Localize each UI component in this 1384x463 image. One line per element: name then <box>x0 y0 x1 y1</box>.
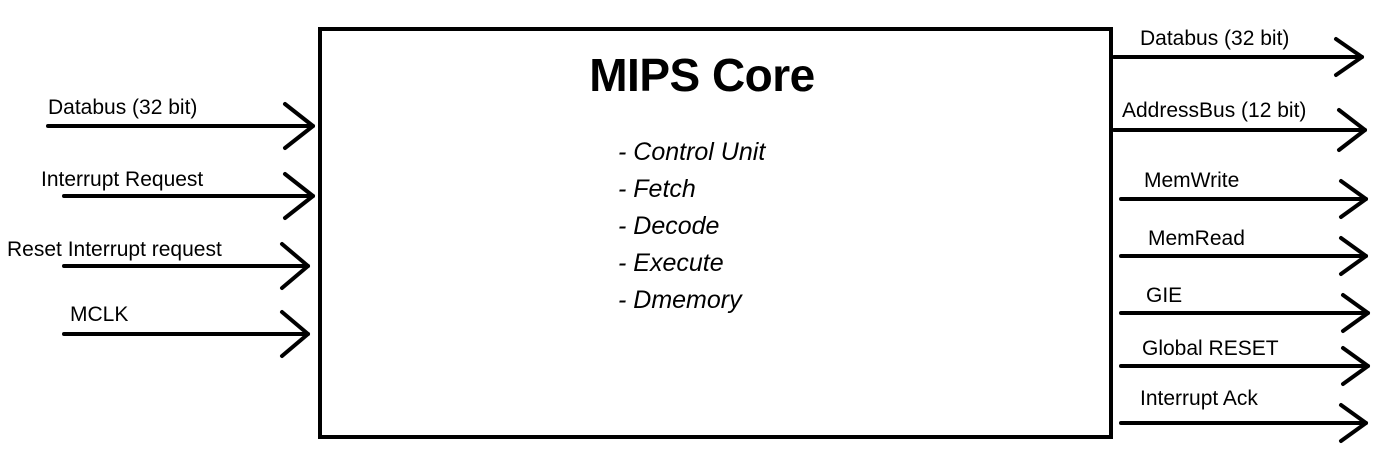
output-label-databus: Databus (32 bit) <box>1140 27 1290 50</box>
input-label-interrupt-request: Interrupt Request <box>41 168 204 191</box>
output-label-memread: MemRead <box>1148 227 1245 250</box>
component-decode: - Decode <box>618 212 720 240</box>
input-label-reset-interrupt-request: Reset Interrupt request <box>7 238 222 261</box>
component-execute: - Execute <box>618 249 724 277</box>
component-control-unit: - Control Unit <box>618 138 766 166</box>
output-label-memwrite: MemWrite <box>1144 169 1240 192</box>
output-label-interrupt-ack: Interrupt Ack <box>1140 387 1258 410</box>
core-component-list <box>618 134 765 319</box>
input-label-mclk: MCLK <box>70 303 129 326</box>
output-label-addressbus: AddressBus (12 bit) <box>1122 99 1307 122</box>
output-label-global-reset: Global RESET <box>1142 337 1279 360</box>
component-fetch: - Fetch <box>618 175 696 203</box>
input-label-databus: Databus (32 bit) <box>48 96 198 119</box>
component-dmemory: - Dmemory <box>618 286 742 314</box>
core-title: MIPS Core <box>589 49 815 101</box>
output-label-gie: GIE <box>1146 284 1183 307</box>
